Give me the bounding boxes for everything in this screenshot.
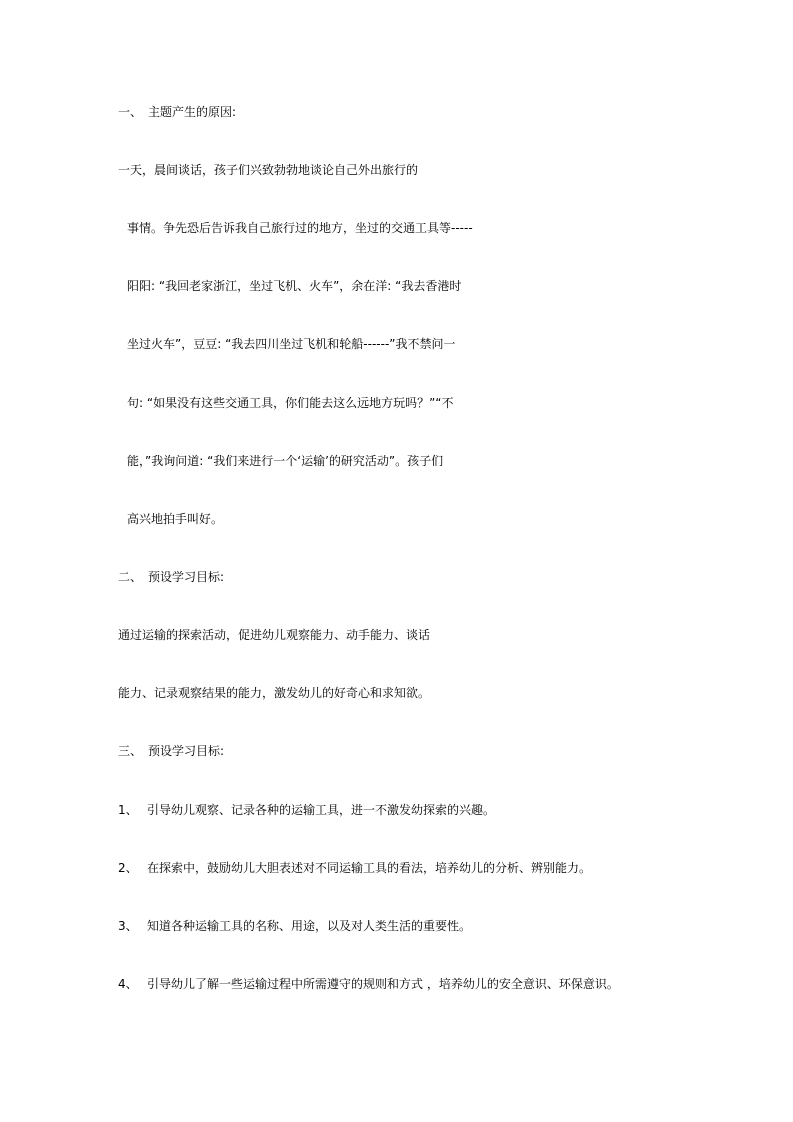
goal-item-4-text: 引导幼儿了解一些运输过程中所需遵守的规则和方式 ，培养幼儿的安全意识、环保意识。 [147,977,619,991]
section1-heading [118,104,236,120]
section1-line-7: 高兴地拍手叫好。 [127,512,224,526]
goal-item-3-number: 3、 [118,919,138,933]
section3-number: 三、 [118,744,143,758]
goal-item-2-number: 2、 [118,861,138,875]
section2-number: 二、 [118,570,143,584]
section1-line-6: 能，”我询问道: “我们来进行一个‘运输’的研究活动”。孩子们 [127,454,444,468]
goal-item-3 [118,918,471,934]
section2-title: 预设学习目标: [148,570,225,584]
section1-number: 一、 [118,105,143,119]
section1-line-2: 事情。争先恐后告诉我自己旅行过的地方，坐过的交通工具等----- [127,221,473,235]
section2-heading [118,569,224,585]
goal-item-4 [118,976,619,992]
section1-line-5: 句: “如果没有这些交通工具，你们能去这么远地方玩吗？”“不 [127,396,454,410]
section1-line-4: 坐过火车”，豆豆: “我去四川坐过飞机和轮船------”我不禁问一 [127,337,456,351]
section3-title: 预设学习目标: [148,744,225,758]
goal-item-1 [118,802,495,818]
goal-item-4-number: 4、 [118,977,138,991]
section1-title: 主题产生的原因: [148,105,237,119]
goal-item-3-text: 知道各种运输工具的名称、用途，以及对人类生活的重要性。 [147,919,472,933]
goal-item-2 [118,860,591,876]
section3-heading [118,743,224,759]
section1-line-3: 阳阳: “我回老家浙江，坐过飞机、火车”，余在洋: “我去香港时 [127,279,462,293]
goal-item-1-number: 1、 [118,803,138,817]
goal-item-1-text: 引导幼儿观察、记录各种的运输工具，进一不激发幼探索的兴趣。 [147,803,496,817]
section2-line-1: 通过运输的探索活动，促进幼儿观察能力、动手能力、谈话 [118,628,431,642]
goal-item-2-text: 在探索中，鼓励幼儿大胆表述对不同运输工具的看法，培养幼儿的分析、辨别能力。 [147,861,592,875]
section1-line-1: 一天，晨间谈话，孩子们兴致勃勃地谈论自己外出旅行的 [118,163,419,177]
section2-line-2: 能力、记录观察结果的能力，激发幼儿的好奇心和求知欲。 [118,686,431,700]
